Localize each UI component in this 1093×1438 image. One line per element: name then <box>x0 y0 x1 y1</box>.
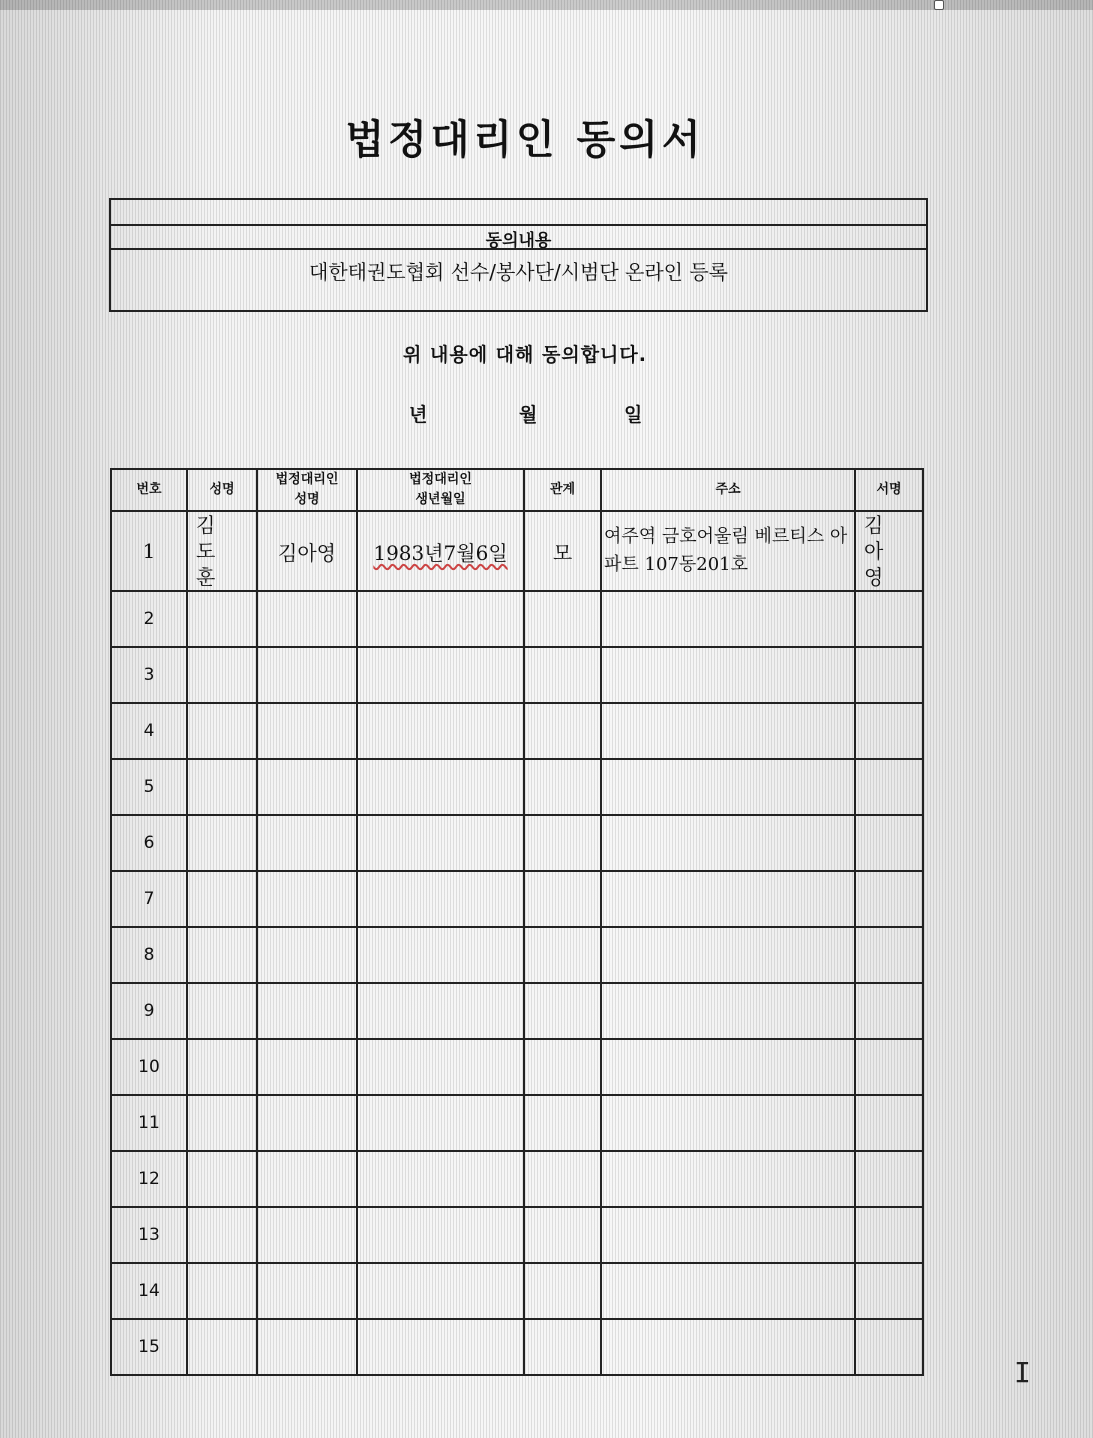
table-row <box>111 703 923 759</box>
cell-guardian-name[interactable] <box>257 759 357 815</box>
cell-guardian-birth[interactable] <box>357 511 524 591</box>
cell-guardian-name[interactable] <box>257 703 357 759</box>
cell-guardian-birth[interactable] <box>357 871 524 927</box>
cell-name[interactable] <box>187 1319 257 1375</box>
cell-relation[interactable] <box>524 1319 601 1375</box>
header-address <box>601 469 855 511</box>
cell-relation[interactable] <box>524 983 601 1039</box>
cell-name[interactable] <box>187 1207 257 1263</box>
cell-signature[interactable] <box>855 871 923 927</box>
cell-address[interactable] <box>601 1039 855 1095</box>
cell-relation[interactable] <box>524 927 601 983</box>
header-address-label: 주소 <box>715 482 741 497</box>
cell-no: 6 <box>111 815 187 871</box>
cell-guardian-name[interactable] <box>257 1039 357 1095</box>
header-guardian-birth <box>357 469 524 511</box>
cell-relation[interactable] <box>524 1263 601 1319</box>
cell-guardian-name[interactable]: 김아영 <box>257 511 357 591</box>
cell-guardian-birth[interactable] <box>357 1263 524 1319</box>
cell-name[interactable] <box>187 1095 257 1151</box>
cell-signature[interactable] <box>855 1151 923 1207</box>
agree-statement: 위 내용에 대해 동의합니다. <box>403 344 647 366</box>
registration-table <box>110 468 924 1376</box>
table-row <box>111 871 923 927</box>
cell-no: 7 <box>111 871 187 927</box>
cell-guardian-name[interactable] <box>257 591 357 647</box>
cell-guardian-birth[interactable] <box>357 1151 524 1207</box>
cell-name[interactable]: 김 도 훈 <box>187 511 257 591</box>
header-guardian-name-line2: 성명 <box>294 492 320 507</box>
cell-signature[interactable] <box>855 759 923 815</box>
table-row <box>111 983 923 1039</box>
cell-signature[interactable] <box>855 703 923 759</box>
cell-relation[interactable]: 모 <box>524 511 601 591</box>
cell-no: 10 <box>111 1039 187 1095</box>
cell-guardian-birth[interactable] <box>357 647 524 703</box>
table-row <box>111 647 923 703</box>
consent-box <box>109 198 928 312</box>
table-row <box>111 591 923 647</box>
cell-no: 3 <box>111 647 187 703</box>
scroll-thumb[interactable] <box>934 0 944 10</box>
cell-relation[interactable] <box>524 1151 601 1207</box>
header-signature-label: 서명 <box>876 482 902 497</box>
cell-relation[interactable] <box>524 647 601 703</box>
cell-no: 2 <box>111 591 187 647</box>
cell-guardian-name[interactable] <box>257 1207 357 1263</box>
cell-guardian-birth[interactable] <box>357 1207 524 1263</box>
cell-no: 5 <box>111 759 187 815</box>
cell-name[interactable] <box>187 759 257 815</box>
cell-guardian-birth[interactable] <box>357 815 524 871</box>
table-row <box>111 759 923 815</box>
cell-guardian-name[interactable] <box>257 647 357 703</box>
table-row <box>111 815 923 871</box>
cell-signature[interactable] <box>855 1039 923 1095</box>
table-row <box>111 1263 923 1319</box>
header-signature <box>855 469 923 511</box>
cell-name[interactable] <box>187 815 257 871</box>
table-row <box>111 927 923 983</box>
date-day-label: 일 <box>624 404 643 426</box>
cell-signature[interactable] <box>855 1207 923 1263</box>
cell-address[interactable] <box>601 927 855 983</box>
cell-signature[interactable] <box>855 983 923 1039</box>
header-relation <box>524 469 601 511</box>
table-row <box>111 1039 923 1095</box>
consent-content: 대한태권도협회 선수/봉사단/시범단 온라인 등록 <box>309 260 728 284</box>
text-cursor-icon: I <box>1014 1356 1031 1389</box>
table-row <box>111 1095 923 1151</box>
cell-no: 14 <box>111 1263 187 1319</box>
header-guardian-birth-line1: 법정대리인 <box>409 472 472 487</box>
date-year-label: 년 <box>409 404 428 426</box>
cell-relation[interactable] <box>524 1039 601 1095</box>
cell-guardian-name[interactable] <box>257 1319 357 1375</box>
cell-no: 11 <box>111 1095 187 1151</box>
cell-address[interactable] <box>601 1207 855 1263</box>
cell-name[interactable] <box>187 1039 257 1095</box>
cell-signature[interactable] <box>855 591 923 647</box>
cell-address[interactable] <box>601 871 855 927</box>
cell-address[interactable] <box>601 1263 855 1319</box>
cell-relation[interactable] <box>524 591 601 647</box>
cell-address[interactable] <box>601 983 855 1039</box>
cell-guardian-birth[interactable] <box>357 1319 524 1375</box>
cell-no: 1 <box>111 511 187 591</box>
cell-relation[interactable] <box>524 1207 601 1263</box>
cell-name[interactable] <box>187 591 257 647</box>
header-guardian-birth-line2: 생년월일 <box>415 492 466 507</box>
header-no-label: 번호 <box>136 482 162 497</box>
header-relation-label: 관계 <box>549 482 576 497</box>
cell-guardian-birth[interactable] <box>357 759 524 815</box>
cell-address[interactable] <box>601 647 855 703</box>
cell-no: 9 <box>111 983 187 1039</box>
cell-relation[interactable] <box>524 815 601 871</box>
cell-address[interactable]: 여주역 금호어울림 베르티스 아파트 107동201호 <box>601 511 855 591</box>
cell-address[interactable] <box>601 703 855 759</box>
cell-no: 8 <box>111 927 187 983</box>
cell-signature[interactable] <box>855 927 923 983</box>
cell-name[interactable] <box>187 927 257 983</box>
cell-signature[interactable] <box>855 647 923 703</box>
cell-signature[interactable] <box>855 1095 923 1151</box>
cell-signature[interactable] <box>855 1319 923 1375</box>
cell-guardian-birth[interactable] <box>357 591 524 647</box>
cell-guardian-birth[interactable] <box>357 703 524 759</box>
cell-signature[interactable] <box>855 815 923 871</box>
cell-guardian-name[interactable] <box>257 815 357 871</box>
cell-name[interactable] <box>187 647 257 703</box>
date-month-label: 월 <box>519 404 538 426</box>
header-guardian-name-line1: 법정대리인 <box>275 472 339 487</box>
cell-guardian-birth[interactable] <box>357 927 524 983</box>
cell-guardian-name[interactable] <box>257 983 357 1039</box>
cell-name[interactable] <box>187 871 257 927</box>
header-no <box>111 469 187 511</box>
cell-address[interactable] <box>601 1095 855 1151</box>
divider <box>111 248 926 250</box>
cell-relation[interactable] <box>524 759 601 815</box>
cell-relation[interactable] <box>524 871 601 927</box>
consent-header: 동의내용 <box>485 231 552 251</box>
cell-guardian-name[interactable] <box>257 1151 357 1207</box>
document-title: 법정대리인 동의서 <box>345 116 705 163</box>
cell-signature[interactable]: 김 아 영 <box>855 511 923 591</box>
cell-name[interactable] <box>187 983 257 1039</box>
cell-no: 4 <box>111 703 187 759</box>
cell-address[interactable] <box>601 1319 855 1375</box>
table-row <box>111 1151 923 1207</box>
table-row <box>111 1207 923 1263</box>
header-guardian-name <box>257 469 357 511</box>
cell-name[interactable] <box>187 1263 257 1319</box>
cell-relation[interactable] <box>524 1095 601 1151</box>
cell-relation[interactable] <box>524 703 601 759</box>
cell-guardian-name[interactable] <box>257 871 357 927</box>
cell-guardian-name[interactable] <box>257 927 357 983</box>
cell-guardian-name[interactable] <box>257 1263 357 1319</box>
table-header-row <box>111 469 923 511</box>
cell-name[interactable] <box>187 703 257 759</box>
page-top-edge <box>0 0 1093 10</box>
cell-address[interactable] <box>601 815 855 871</box>
cell-signature[interactable] <box>855 1263 923 1319</box>
table-row <box>111 1319 923 1375</box>
header-name <box>187 469 257 511</box>
cell-address[interactable] <box>601 759 855 815</box>
cell-guardian-birth[interactable] <box>357 1039 524 1095</box>
cell-address[interactable] <box>601 1151 855 1207</box>
cell-address[interactable] <box>601 591 855 647</box>
guardian-birth-text: 1983년7월6일 <box>373 540 508 565</box>
cell-guardian-birth[interactable] <box>357 983 524 1039</box>
cell-no: 15 <box>111 1319 187 1375</box>
header-name-label: 성명 <box>209 482 235 497</box>
cell-no: 12 <box>111 1151 187 1207</box>
cell-name[interactable] <box>187 1151 257 1207</box>
table-row <box>111 511 923 591</box>
cell-guardian-birth[interactable] <box>357 1095 524 1151</box>
cell-no: 13 <box>111 1207 187 1263</box>
cell-guardian-name[interactable] <box>257 1095 357 1151</box>
